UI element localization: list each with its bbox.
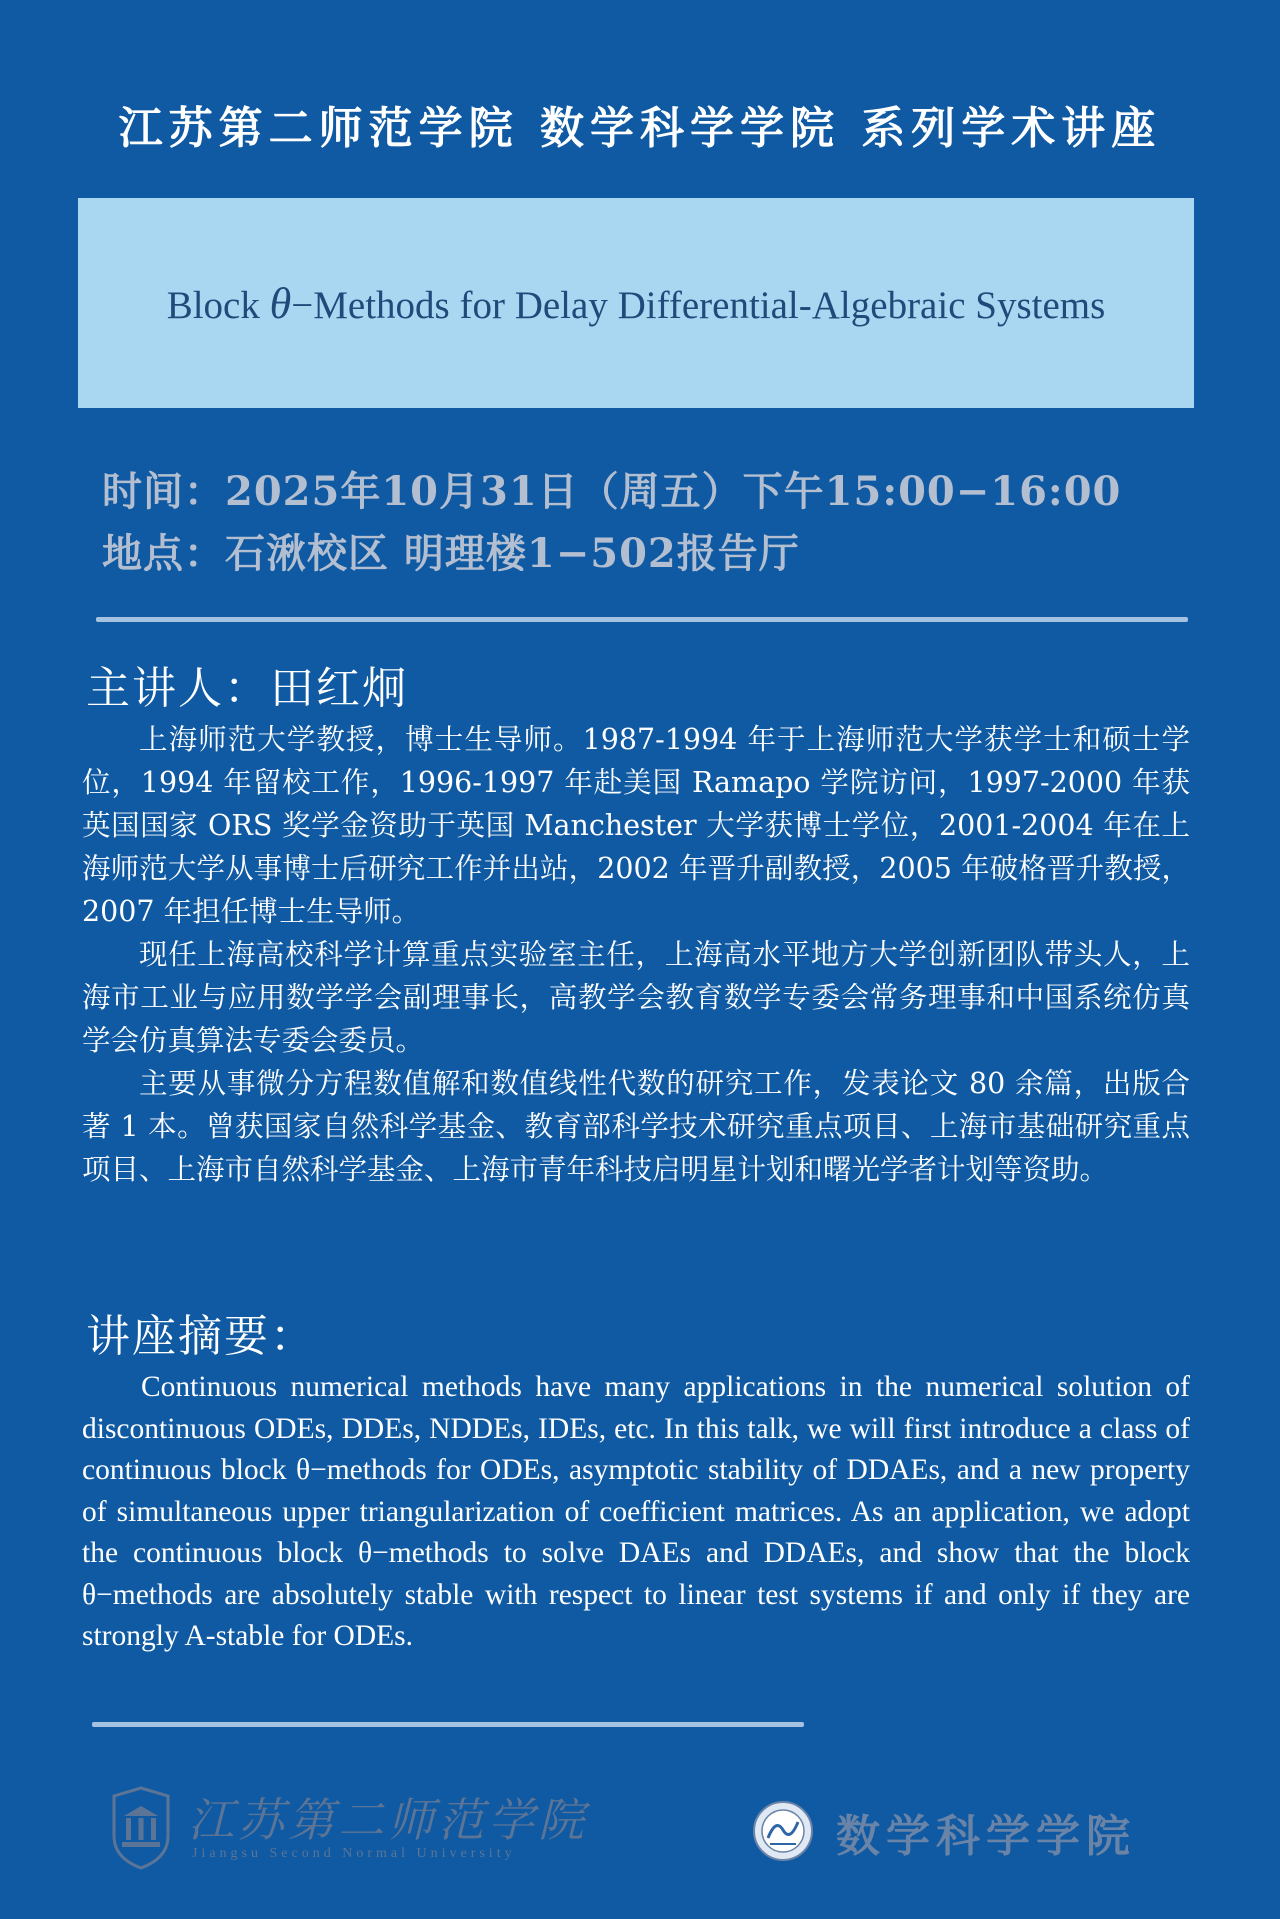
lecture-place: 地点：石湫校区 明理楼1−502报告厅 (102, 530, 800, 577)
bottom-divider (92, 1722, 804, 1727)
abstract-paragraph: Continuous numerical methods have many applications in the numerical solution of discontinuous ODEs, DDEs, NDDEs, IDEs, etc. In this talk, we will first introduce a class of continuous block θ−methods for ODEs, asymptotic stability of DDAEs, and a new property of simultaneous upper triangularization of coefficient matrices. As an application, we adopt the continuous block θ−methods to solve DAEs and DDAEs, and show that the block θ−methods are absolutely stable with respect to linear test systems if and only if they are strongly A-stable for ODEs. (82, 1371, 1190, 1652)
speaker-bio (82, 718, 1190, 1191)
university-name-en: Jiangsu Second Normal University (192, 1846, 516, 1861)
bio-paragraph: 现任上海高校科学计算重点实验室主任，上海高水平地方大学创新团队带头人，上海市工业与应用数学学会副理事长，高教学会教育数学专委会常务理事和中国系统仿真学会仿真算法专委会委员。 (82, 938, 1190, 1057)
top-divider (96, 617, 1188, 622)
school-name: 数学科学学院 (836, 1811, 1136, 1862)
poster-header-title: 江苏第二师范学院 数学科学学院 系列学术讲座 (118, 103, 1162, 154)
bio-paragraph: 主要从事微分方程数值解和数值线性代数的研究工作，发表论文 80 余篇，出版合著 1 本。曾获国家自然科学基金、教育部科学技术研究重点项目、上海市基础研究重点项目、上海市自然科学基金、上海市青年科技启明星计划和曙光学者计划等资助。 (82, 1067, 1190, 1186)
lecture-title-box (78, 198, 1194, 408)
university-name: 江苏第二师范学院 (188, 1793, 588, 1847)
bio-paragraph: 上海师范大学教授，博士生导师。1987-1994 年于上海师范大学获学士和硕士学位，1994 年留校工作，1996-1997 年赴美国 Ramapo 学院访问，1997-2000 年获英国国家 ORS 奖学金资助于英国 Manchester 大学获博士学位，2001-2004 年在上海师范大学从事博士后研究工作并出站，2002 年晋升副教授，2005 年破格晋升教授，2007 年担任博士生导师。 (82, 723, 1190, 928)
speaker-heading: 主讲人：田红炯 (86, 663, 408, 714)
university-seal-icon (110, 1786, 172, 1870)
lecture-title (167, 278, 1106, 329)
lecture-title-prefix: Block (166, 283, 270, 327)
footer (0, 1770, 1280, 1890)
abstract-heading: 讲座摘要： (86, 1311, 316, 1362)
theta-symbol: θ (269, 278, 292, 328)
lecture-time: 时间：2025年10月31日（周五）下午15:00−16:00 (102, 468, 1122, 515)
lecture-title-suffix: −Methods for Delay Differential-Algebraic Systems (291, 283, 1106, 327)
abstract-body (82, 1367, 1190, 1658)
school-emblem-icon (752, 1800, 814, 1862)
